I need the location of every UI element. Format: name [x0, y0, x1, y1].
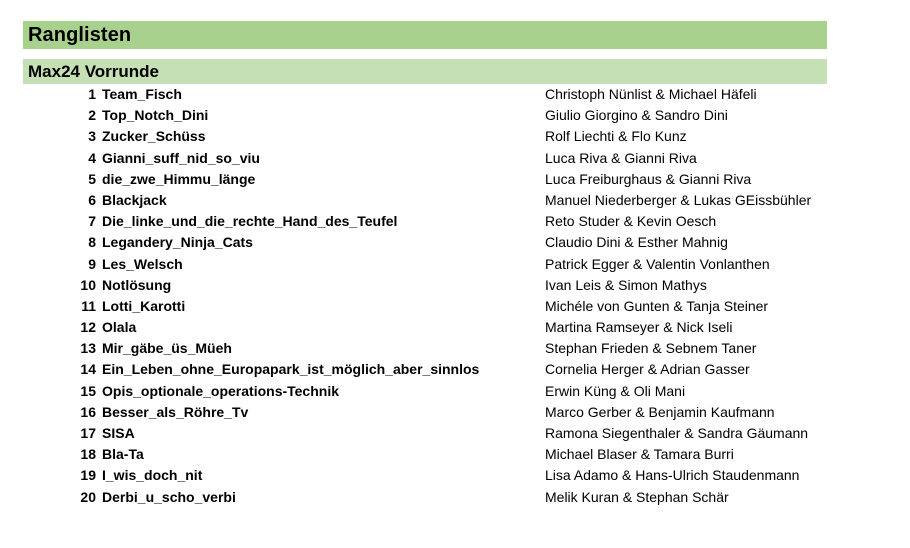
team-players: Luca Riva & Gianni Riva: [545, 149, 697, 166]
rank-number: 19: [80, 467, 96, 484]
ranking-list: [0, 84, 910, 508]
team-name: SISA: [102, 425, 135, 441]
rank-number: 9: [88, 255, 96, 272]
ranking-row: [0, 338, 910, 359]
title-bar: [23, 21, 827, 49]
team-players: Manuel Niederberger & Lukas GEissbühler: [545, 191, 812, 208]
team-players: Melik Kuran & Stephan Schär: [545, 488, 729, 505]
ranking-row: [0, 84, 910, 105]
rank-number: 18: [80, 446, 96, 463]
team-name: Opis_optionale_operations-Technik: [102, 382, 340, 399]
ranking-row: [0, 402, 910, 423]
team-players: Christoph Nünlist & Michael Häfeli: [545, 86, 757, 102]
team-name: Olala: [102, 319, 137, 336]
ranking-row: [0, 487, 910, 508]
ranking-row: [0, 423, 910, 444]
team-players: Rolf Liechti & Flo Kunz: [545, 128, 687, 145]
ranking-row: [0, 465, 910, 486]
rank-number: 10: [80, 276, 96, 293]
team-name: Derbi_u_scho_verbi: [102, 488, 236, 505]
ranking-row: [0, 359, 910, 380]
rank-number: 12: [80, 319, 96, 336]
ranking-row: [0, 211, 910, 232]
ranking-row: [0, 317, 910, 338]
ranking-row: [0, 232, 910, 253]
rank-number: 20: [80, 488, 96, 505]
rank-number: 8: [88, 234, 96, 251]
rank-number: 13: [80, 340, 96, 357]
ranking-row: [0, 105, 910, 126]
team-name: Legandery_Ninja_Cats: [102, 234, 253, 251]
team-players: Luca Freiburghaus & Gianni Riva: [545, 170, 752, 187]
ranking-row: [0, 275, 910, 296]
rank-number: 11: [81, 297, 96, 314]
team-players: Giulio Giorgino & Sandro Dini: [545, 107, 728, 124]
team-name: Mir_gäbe_üs_Müeh: [102, 340, 232, 357]
team-players: Michéle von Gunten & Tanja Steiner: [545, 297, 769, 314]
team-name: Notlösung: [102, 276, 172, 293]
rank-number: 2: [88, 107, 96, 124]
team-players: Patrick Egger & Valentin Vonlanthen: [545, 255, 770, 272]
team-name: Die_linke_und_die_rechte_Hand_des_Teufel: [102, 213, 398, 230]
rank-number: 7: [88, 213, 96, 230]
ranking-row: [0, 190, 910, 211]
ranking-row: [0, 381, 910, 402]
rank-number: 16: [80, 403, 96, 420]
team-players: Erwin Küng & Oli Mani: [545, 382, 686, 399]
team-players: Martina Ramseyer & Nick Iseli: [545, 319, 733, 336]
ranking-row: [0, 444, 910, 465]
team-players: Ramona Siegenthaler & Sandra Gäumann: [545, 425, 809, 441]
team-name: die_zwe_Himmu_länge: [102, 170, 256, 187]
team-name: Gianni_suff_nid_so_viu: [102, 149, 260, 166]
rank-number: 3: [88, 128, 96, 145]
ranking-row: [0, 169, 910, 190]
rank-number: 4: [88, 149, 96, 166]
team-players: Stephan Frieden & Sebnem Taner: [545, 340, 757, 357]
team-name: Blackjack: [102, 191, 167, 208]
ranking-row: [0, 126, 910, 147]
ranking-row: [0, 296, 910, 317]
team-name: Besser_als_Röhre_Tv: [102, 403, 249, 420]
team-name: Ein_Leben_ohne_Europapark_ist_möglich_aber_sinnlos: [102, 361, 480, 378]
ranking-row: [0, 148, 910, 169]
team-players: Ivan Leis & Simon Mathys: [545, 276, 707, 293]
team-name: Team_Fisch: [102, 86, 182, 102]
team-name: Lotti_Karotti: [102, 297, 186, 314]
rank-number: 17: [80, 425, 96, 441]
team-players: Michael Blaser & Tamara Burri: [545, 446, 734, 463]
rank-number: 15: [80, 382, 96, 399]
team-players: Marco Gerber & Benjamin Kaufmann: [545, 403, 775, 420]
team-name: Top_Notch_Dini: [102, 107, 209, 124]
section-header: [23, 59, 827, 84]
rank-number: 14: [80, 361, 96, 378]
page-title: Ranglisten: [28, 23, 132, 46]
team-name: Les_Welsch: [102, 255, 183, 272]
ranking-row: [0, 254, 910, 275]
team-name: I_wis_doch_nit: [102, 467, 203, 484]
rank-number: 1: [88, 86, 96, 102]
team-players: Claudio Dini & Esther Mahnig: [545, 234, 728, 251]
rank-number: 5: [88, 170, 96, 187]
team-name: Zucker_Schüss: [102, 128, 206, 145]
team-players: Cornelia Herger & Adrian Gasser: [545, 361, 750, 378]
rank-number: 6: [88, 191, 96, 208]
section-title: Max24 Vorrunde: [28, 61, 160, 81]
team-players: Lisa Adamo & Hans-Ulrich Staudenmann: [545, 467, 800, 484]
team-players: Reto Studer & Kevin Oesch: [545, 213, 717, 230]
team-name: Bla-Ta: [102, 446, 144, 463]
